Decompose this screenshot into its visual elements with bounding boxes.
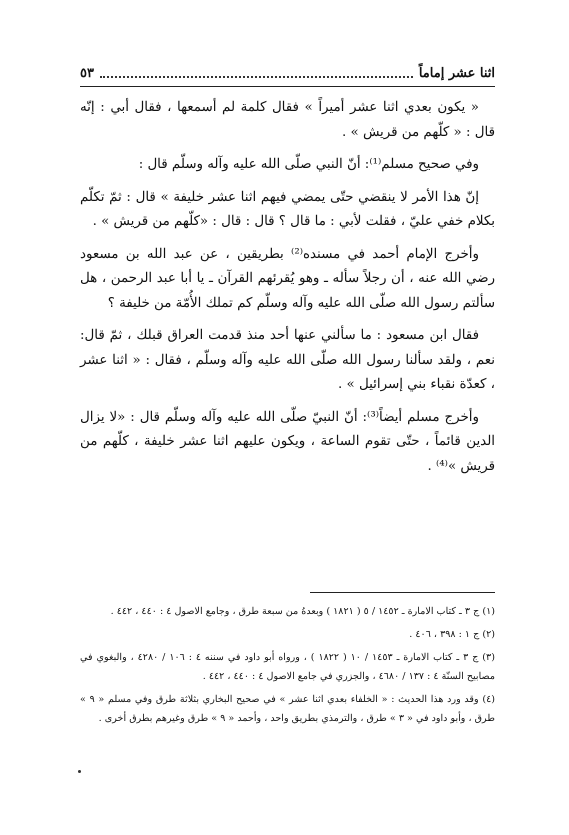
- running-title: اثنا عشر إماماً: [418, 65, 495, 81]
- paragraph: وفي صحيح مسلم⁽¹⁾: أنّ النبي صلّى الله عليه وآله وسلّم قال :: [138, 157, 479, 172]
- paragraph: فقال ابن مسعود : ما سألني عنها أحد منذ قدمت العراق قبلك ، ثمّ قال: نعم ، ولقد سألنا رسول الله صلّى الله عليه وآله وسلّم ، فقال : « اثنا عشر ، كعدّة نقباء بني إسرائيل » .: [80, 328, 495, 392]
- footnote: (١) ج ٣ ـ كتاب الامارة ـ ١٤٥٢ / ٥ ( ١٨٢١ ) وبعدهُ من سبعة طرق ، وجامع الاصول ٤ : ٤٤٠ ، ٤٤٢ .: [110, 606, 495, 617]
- paragraph: وأخرج الإمام أحمد في مسنده⁽²⁾ بطريقين ، عن عبد الله بن مسعود رضي الله عنه ، أن رجلاً سأله ـ وهو يُقرئهم القرآن ـ يا أبا عبد الرحمن ، هل سألتم رسول الله صلّى الله عليه وآله وسلّم كم تملك الأُمّة من خليفة ؟: [80, 246, 495, 311]
- footnote: (٢) ج ١ : ٣٩٨ ، ٤٠٦ .: [409, 629, 495, 640]
- page-header: [80, 62, 495, 84]
- scan-speck: [78, 770, 81, 773]
- footnote: (٤) وقد ورد هذا الحديث : « الخلفاء بعدي اثنا عشر » في صحيح البخاري بثلاثة طرق وفي مسلم « ٩ » طرق ، وأبو داود في « ٣ » طرق ، والترمذي بطريق واحد ، وأحمد « ٩ » طرق وغيرهم بطرق أخرى .: [80, 694, 495, 724]
- paragraph: وأخرج مسلم أيضاً⁽³⁾: أنّ النبيّ صلّى الله عليه وآله وسلّم قال : «لا يزال الدين قائماً ، حتّى تقوم الساعة ، ويكون عليهم اثنا عشر خليفة ، كلّهم من قريش »⁽⁴⁾ .: [80, 409, 495, 474]
- footnote: (٣) ج ٣ ـ كتاب الامارة ـ ١٤٥٣ / ١٠ ( ١٨٢٢ ) ، ورواه أبو داود في سننه ٤ : ١٠٦ / ٤٢٨٠ ، والبغوي في مصابيح السنّة ٤ : ١٣٧ / ٤٦٨٠ ، والجزري في جامع الاصول ٤ : ٤٤٠ ، ٤٤٢ .: [80, 652, 495, 682]
- paragraph: « يكون بعدي اثنا عشر أميراً » فقال كلمة لم أسمعها ، فقال أبي : إنّه قال : « كلّهم من قريش » .: [80, 100, 495, 140]
- footnotes: [80, 602, 495, 732]
- header-dot-leader: [100, 68, 413, 78]
- header-rule: [80, 86, 495, 87]
- main-text: [80, 96, 495, 487]
- paragraph: إنّ هذا الأمر لا ينقضي حتّى يمضي فيهم اثنا عشر خليفة » قال : ثمّ تكلّم بكلام خفي عليّ ، فقلت لأبي : ما قال ؟ قال : قال : «كلّهم من قريش » .: [80, 189, 495, 229]
- page-number: ٥٣: [80, 65, 94, 81]
- footnote-separator: [310, 592, 495, 593]
